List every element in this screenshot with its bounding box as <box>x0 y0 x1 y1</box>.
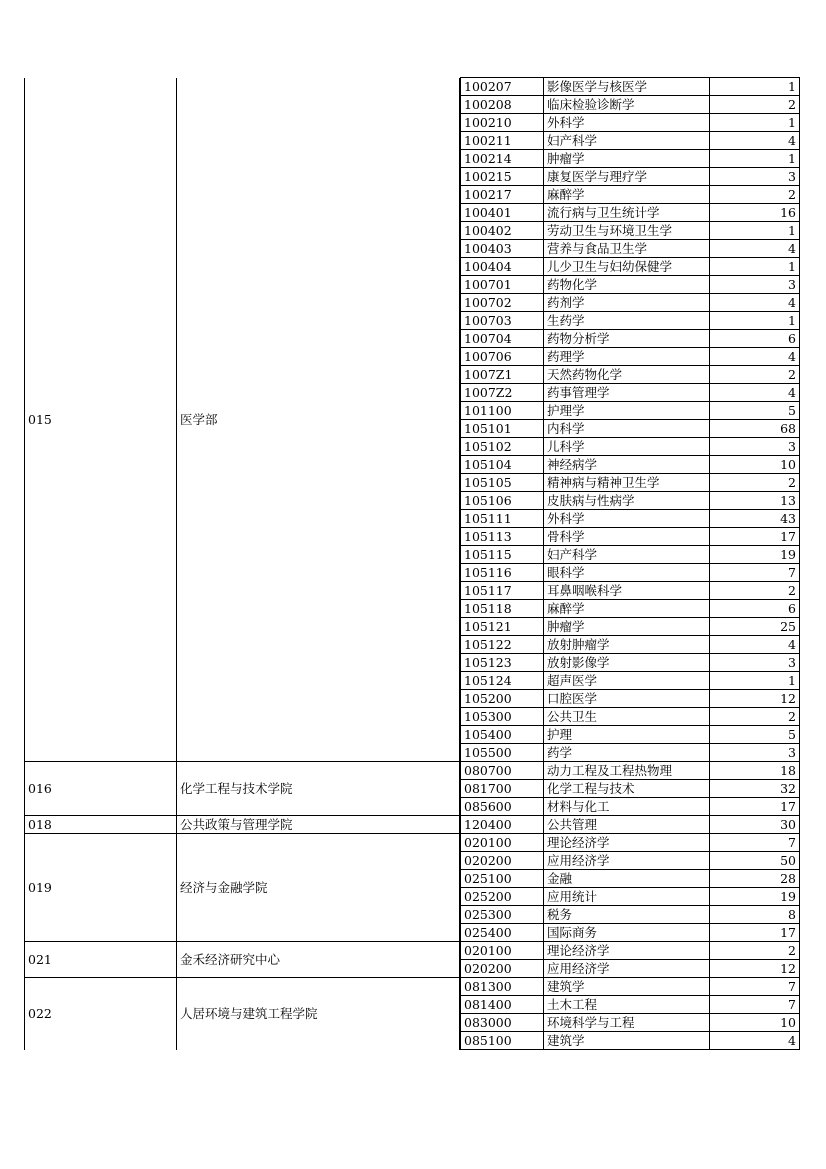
major-name-cell: 化学工程与技术 <box>544 780 710 798</box>
quota-cell: 43 <box>710 510 800 528</box>
quota-cell: 6 <box>710 600 800 618</box>
major-name-cell: 儿少卫生与妇幼保健学 <box>544 258 710 276</box>
major-code-cell: 105300 <box>461 708 544 726</box>
major-code-cell: 081700 <box>461 780 544 798</box>
unit-code-cell: 016 <box>25 762 177 816</box>
unit-name-cell: 人居环境与建筑工程学院 <box>177 978 460 1050</box>
major-code-cell: 085100 <box>461 1032 544 1050</box>
quota-cell: 3 <box>710 438 800 456</box>
major-code-cell: 1007Z2 <box>461 384 544 402</box>
major-name-cell: 影像医学与核医学 <box>544 78 710 96</box>
major-code-cell: 100404 <box>461 258 544 276</box>
quota-cell: 3 <box>710 654 800 672</box>
quota-cell: 2 <box>710 708 800 726</box>
quota-cell: 2 <box>710 96 800 114</box>
major-name-cell: 护理学 <box>544 402 710 420</box>
major-name-cell: 材料与化工 <box>544 798 710 816</box>
major-code-cell: 100701 <box>461 276 544 294</box>
quota-cell: 1 <box>710 78 800 96</box>
quota-table-body <box>25 78 800 1050</box>
major-name-cell: 药理学 <box>544 348 710 366</box>
quota-cell: 1 <box>710 312 800 330</box>
major-code-cell: 105116 <box>461 564 544 582</box>
major-code-cell: 105102 <box>461 438 544 456</box>
quota-cell: 16 <box>710 204 800 222</box>
major-code-cell: 105105 <box>461 474 544 492</box>
table-row <box>25 942 800 960</box>
quota-cell: 3 <box>710 276 800 294</box>
major-name-cell: 应用统计 <box>544 888 710 906</box>
major-code-cell: 105124 <box>461 672 544 690</box>
quota-cell: 4 <box>710 348 800 366</box>
major-code-cell: 105115 <box>461 546 544 564</box>
quota-cell: 2 <box>710 366 800 384</box>
quota-cell: 4 <box>710 294 800 312</box>
quota-cell: 1 <box>710 672 800 690</box>
quota-cell: 12 <box>710 960 800 978</box>
major-code-cell: 105118 <box>461 600 544 618</box>
quota-cell: 2 <box>710 474 800 492</box>
major-code-cell: 100703 <box>461 312 544 330</box>
unit-code-cell: 019 <box>25 834 177 942</box>
quota-cell: 10 <box>710 456 800 474</box>
quota-cell: 5 <box>710 726 800 744</box>
major-name-cell: 妇产科学 <box>544 132 710 150</box>
major-name-cell: 土木工程 <box>544 996 710 1014</box>
major-name-cell: 动力工程及工程热物理 <box>544 762 710 780</box>
major-name-cell: 劳动卫生与环境卫生学 <box>544 222 710 240</box>
major-code-cell: 081300 <box>461 978 544 996</box>
major-code-cell: 100401 <box>461 204 544 222</box>
major-name-cell: 药物分析学 <box>544 330 710 348</box>
major-name-cell: 精神病与精神卫生学 <box>544 474 710 492</box>
major-name-cell: 公共卫生 <box>544 708 710 726</box>
major-name-cell: 国际商务 <box>544 924 710 942</box>
quota-cell: 4 <box>710 636 800 654</box>
quota-cell: 50 <box>710 852 800 870</box>
unit-code-cell: 021 <box>25 942 177 978</box>
table-row <box>25 834 800 852</box>
quota-cell: 68 <box>710 420 800 438</box>
major-name-cell: 药学 <box>544 744 710 762</box>
major-name-cell: 应用经济学 <box>544 852 710 870</box>
major-name-cell: 天然药物化学 <box>544 366 710 384</box>
major-name-cell: 药物化学 <box>544 276 710 294</box>
quota-cell: 2 <box>710 186 800 204</box>
major-code-cell: 025200 <box>461 888 544 906</box>
major-name-cell: 金融 <box>544 870 710 888</box>
major-code-cell: 105400 <box>461 726 544 744</box>
major-code-cell: 105113 <box>461 528 544 546</box>
table-row <box>25 78 800 96</box>
quota-cell: 17 <box>710 798 800 816</box>
major-code-cell: 100211 <box>461 132 544 150</box>
major-name-cell: 应用经济学 <box>544 960 710 978</box>
major-code-cell: 080700 <box>461 762 544 780</box>
quota-cell: 19 <box>710 546 800 564</box>
major-name-cell: 骨科学 <box>544 528 710 546</box>
enrollment-quota-sheet <box>24 77 799 1050</box>
major-code-cell: 085600 <box>461 798 544 816</box>
quota-cell: 3 <box>710 168 800 186</box>
unit-name-cell: 化学工程与技术学院 <box>177 762 460 816</box>
major-code-cell: 120400 <box>461 816 544 834</box>
major-code-cell: 105122 <box>461 636 544 654</box>
major-name-cell: 临床检验诊断学 <box>544 96 710 114</box>
major-name-cell: 眼科学 <box>544 564 710 582</box>
quota-cell: 4 <box>710 132 800 150</box>
major-code-cell: 020200 <box>461 852 544 870</box>
major-name-cell: 放射影像学 <box>544 654 710 672</box>
major-code-cell: 100215 <box>461 168 544 186</box>
quota-cell: 18 <box>710 762 800 780</box>
major-code-cell: 100704 <box>461 330 544 348</box>
major-name-cell: 护理 <box>544 726 710 744</box>
major-code-cell: 083000 <box>461 1014 544 1032</box>
major-name-cell: 建筑学 <box>544 978 710 996</box>
major-name-cell: 外科学 <box>544 114 710 132</box>
quota-cell: 28 <box>710 870 800 888</box>
major-code-cell: 105104 <box>461 456 544 474</box>
major-code-cell: 100402 <box>461 222 544 240</box>
table-row <box>25 978 800 996</box>
major-name-cell: 环境科学与工程 <box>544 1014 710 1032</box>
major-code-cell: 105117 <box>461 582 544 600</box>
major-code-cell: 100207 <box>461 78 544 96</box>
major-name-cell: 耳鼻咽喉科学 <box>544 582 710 600</box>
major-name-cell: 流行病与卫生统计学 <box>544 204 710 222</box>
major-code-cell: 025300 <box>461 906 544 924</box>
major-code-cell: 025400 <box>461 924 544 942</box>
major-name-cell: 理论经济学 <box>544 834 710 852</box>
quota-cell: 6 <box>710 330 800 348</box>
major-code-cell: 105200 <box>461 690 544 708</box>
major-code-cell: 100214 <box>461 150 544 168</box>
quota-cell: 1 <box>710 222 800 240</box>
quota-cell: 10 <box>710 1014 800 1032</box>
major-name-cell: 生药学 <box>544 312 710 330</box>
major-name-cell: 肿瘤学 <box>544 150 710 168</box>
unit-name-cell: 医学部 <box>177 78 460 762</box>
major-name-cell: 皮肤病与性病学 <box>544 492 710 510</box>
major-name-cell: 药剂学 <box>544 294 710 312</box>
major-code-cell: 101100 <box>461 402 544 420</box>
major-name-cell: 口腔医学 <box>544 690 710 708</box>
unit-name-cell: 公共政策与管理学院 <box>177 816 460 834</box>
quota-table <box>24 77 800 1050</box>
quota-cell: 4 <box>710 1032 800 1050</box>
major-code-cell: 020100 <box>461 834 544 852</box>
major-name-cell: 税务 <box>544 906 710 924</box>
major-code-cell: 1007Z1 <box>461 366 544 384</box>
major-name-cell: 内科学 <box>544 420 710 438</box>
major-name-cell: 神经病学 <box>544 456 710 474</box>
quota-cell: 7 <box>710 996 800 1014</box>
table-row <box>25 762 800 780</box>
quota-cell: 1 <box>710 258 800 276</box>
major-name-cell: 药事管理学 <box>544 384 710 402</box>
major-code-cell: 105106 <box>461 492 544 510</box>
major-name-cell: 麻醉学 <box>544 186 710 204</box>
quota-cell: 1 <box>710 150 800 168</box>
major-name-cell: 肿瘤学 <box>544 618 710 636</box>
major-code-cell: 025100 <box>461 870 544 888</box>
unit-name-cell: 金禾经济研究中心 <box>177 942 460 978</box>
quota-cell: 32 <box>710 780 800 798</box>
major-code-cell: 105500 <box>461 744 544 762</box>
major-name-cell: 妇产科学 <box>544 546 710 564</box>
quota-cell: 7 <box>710 834 800 852</box>
quota-cell: 7 <box>710 978 800 996</box>
major-name-cell: 外科学 <box>544 510 710 528</box>
major-code-cell: 100706 <box>461 348 544 366</box>
major-name-cell: 理论经济学 <box>544 942 710 960</box>
major-code-cell: 100702 <box>461 294 544 312</box>
unit-code-cell: 015 <box>25 78 177 762</box>
quota-cell: 5 <box>710 402 800 420</box>
quota-cell: 4 <box>710 384 800 402</box>
quota-cell: 2 <box>710 942 800 960</box>
major-code-cell: 105123 <box>461 654 544 672</box>
major-name-cell: 超声医学 <box>544 672 710 690</box>
quota-cell: 3 <box>710 744 800 762</box>
quota-cell: 17 <box>710 528 800 546</box>
quota-cell: 2 <box>710 582 800 600</box>
quota-cell: 25 <box>710 618 800 636</box>
major-code-cell: 100217 <box>461 186 544 204</box>
quota-cell: 1 <box>710 114 800 132</box>
major-name-cell: 放射肿瘤学 <box>544 636 710 654</box>
major-code-cell: 100210 <box>461 114 544 132</box>
major-code-cell: 105101 <box>461 420 544 438</box>
major-name-cell: 儿科学 <box>544 438 710 456</box>
unit-code-cell: 022 <box>25 978 177 1050</box>
quota-cell: 12 <box>710 690 800 708</box>
unit-code-cell: 018 <box>25 816 177 834</box>
quota-cell: 17 <box>710 924 800 942</box>
major-name-cell: 麻醉学 <box>544 600 710 618</box>
quota-cell: 8 <box>710 906 800 924</box>
major-code-cell: 020100 <box>461 942 544 960</box>
quota-cell: 30 <box>710 816 800 834</box>
quota-cell: 7 <box>710 564 800 582</box>
quota-cell: 13 <box>710 492 800 510</box>
major-code-cell: 100403 <box>461 240 544 258</box>
major-name-cell: 营养与食品卫生学 <box>544 240 710 258</box>
major-name-cell: 康复医学与理疗学 <box>544 168 710 186</box>
unit-name-cell: 经济与金融学院 <box>177 834 460 942</box>
major-code-cell: 081400 <box>461 996 544 1014</box>
major-code-cell: 100208 <box>461 96 544 114</box>
major-code-cell: 105111 <box>461 510 544 528</box>
major-code-cell: 020200 <box>461 960 544 978</box>
major-code-cell: 105121 <box>461 618 544 636</box>
quota-cell: 4 <box>710 240 800 258</box>
major-name-cell: 公共管理 <box>544 816 710 834</box>
quota-cell: 19 <box>710 888 800 906</box>
major-name-cell: 建筑学 <box>544 1032 710 1050</box>
table-row <box>25 816 800 834</box>
